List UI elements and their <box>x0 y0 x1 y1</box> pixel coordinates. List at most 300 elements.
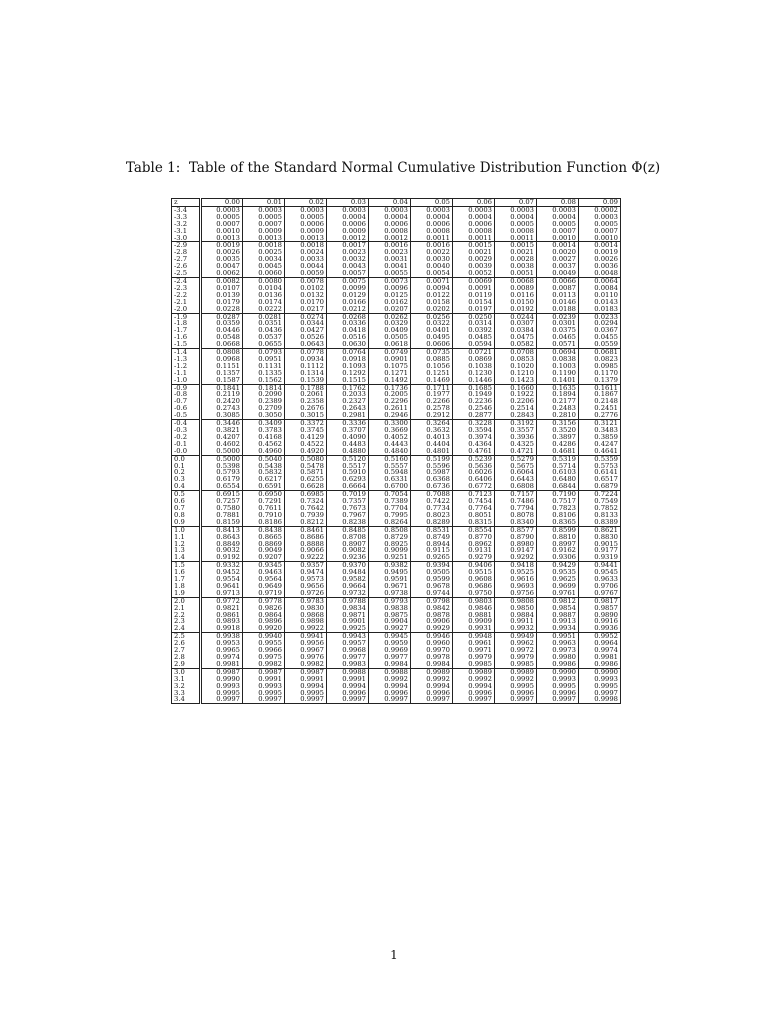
probability-cell: 0.9993 <box>579 676 621 683</box>
probability-cell: 0.7224 <box>579 491 621 498</box>
probability-cell: 0.4840 <box>369 448 411 455</box>
probability-cell: 0.9966 <box>243 647 285 654</box>
z-value-cell: 0.8 <box>172 512 201 519</box>
probability-cell: 0.1230 <box>453 370 495 377</box>
probability-cell: 0.0048 <box>579 270 621 277</box>
probability-cell: 0.6293 <box>327 476 369 483</box>
probability-cell: 0.0082 <box>216 277 240 285</box>
probability-cell: 0.0901 <box>369 356 411 363</box>
probability-cell: 0.0005 <box>216 213 240 221</box>
probability-cell: 0.9901 <box>327 618 369 625</box>
probability-cell: 0.0113 <box>537 292 579 299</box>
z-value-cell: -2.1 <box>172 299 201 306</box>
probability-cell: 0.9953 <box>216 640 240 648</box>
probability-cell: 0.0475 <box>495 334 537 341</box>
probability-cell: 0.9997 <box>327 696 369 703</box>
z-value-cell: -0.1 <box>172 441 201 448</box>
probability-cell: 0.0008 <box>495 228 537 235</box>
probability-cell: 0.9236 <box>327 554 369 561</box>
probability-cell: 0.0104 <box>243 285 285 292</box>
probability-cell: 0.9938 <box>216 632 240 641</box>
probability-cell: 0.7881 <box>216 511 240 519</box>
probability-cell: 0.0084 <box>579 285 621 292</box>
probability-cell: 0.8643 <box>216 533 240 541</box>
probability-cell: 0.9996 <box>537 690 579 697</box>
probability-cell: 0.0027 <box>537 256 579 263</box>
table-row <box>172 590 621 597</box>
probability-cell: 0.9049 <box>243 547 285 554</box>
z-value-cell: 3.2 <box>172 683 201 690</box>
probability-cell: 0.7389 <box>369 498 411 505</box>
probability-cell: 0.9980 <box>537 654 579 661</box>
probability-cell: 0.0170 <box>285 299 327 306</box>
probability-cell: 0.9995 <box>216 689 240 697</box>
table-row <box>172 320 621 327</box>
probability-cell: 0.9957 <box>327 640 369 647</box>
probability-cell: 0.3050 <box>243 412 285 419</box>
probability-cell: 0.0384 <box>495 327 537 334</box>
probability-cell: 0.2005 <box>369 391 411 398</box>
header-row <box>172 199 621 207</box>
probability-cell: 0.9750 <box>453 590 495 597</box>
table-row <box>172 463 621 470</box>
probability-cell: 0.0010 <box>579 235 621 242</box>
probability-cell: 0.0150 <box>495 299 537 306</box>
probability-cell: 0.8340 <box>495 519 537 526</box>
probability-cell: 0.0009 <box>327 228 369 235</box>
probability-cell: 0.6064 <box>495 469 537 476</box>
table-row <box>172 228 621 235</box>
probability-cell: 0.6664 <box>327 483 369 490</box>
probability-cell: 0.1894 <box>537 391 579 398</box>
probability-cell: 0.8554 <box>453 526 495 533</box>
probability-cell: 0.3859 <box>579 434 621 441</box>
table-row <box>172 491 621 498</box>
probability-cell: 0.9925 <box>327 625 369 632</box>
probability-cell: 0.2206 <box>495 398 537 405</box>
table-row <box>172 270 621 277</box>
probability-cell: 0.1357 <box>216 369 240 377</box>
probability-cell: 0.9678 <box>411 583 453 590</box>
probability-cell: 0.6950 <box>243 491 285 498</box>
probability-cell: 0.9554 <box>216 576 240 583</box>
probability-cell: 0.8849 <box>216 540 240 548</box>
probability-cell: 0.0003 <box>285 206 327 213</box>
table-row <box>172 469 621 476</box>
probability-cell: 0.9946 <box>411 633 453 640</box>
probability-cell: 0.1251 <box>411 370 453 377</box>
z-value-cell: 3.1 <box>172 676 201 683</box>
z-value-cell: 1.7 <box>172 576 201 583</box>
probability-cell: 0.0351 <box>243 320 285 327</box>
probability-cell: 0.0107 <box>216 284 240 292</box>
probability-cell: 0.1635 <box>537 384 579 391</box>
probability-cell: 0.8830 <box>579 534 621 541</box>
probability-cell: 0.0009 <box>243 228 285 235</box>
probability-cell: 0.6103 <box>537 469 579 476</box>
probability-cell: 0.0008 <box>453 228 495 235</box>
probability-cell: 0.0011 <box>411 235 453 242</box>
probability-cell: 0.0793 <box>243 349 285 356</box>
probability-cell: 0.9484 <box>327 569 369 576</box>
probability-cell: 0.9965 <box>216 647 240 654</box>
probability-cell: 0.9842 <box>411 605 453 612</box>
probability-cell: 0.9495 <box>369 569 411 576</box>
probability-cell: 0.7642 <box>285 505 327 512</box>
probability-cell: 0.3372 <box>285 420 327 427</box>
probability-cell: 0.0020 <box>537 249 579 256</box>
z-value-cell: -1.1 <box>172 370 201 377</box>
probability-cell: 0.8238 <box>327 519 369 526</box>
probability-cell: 0.9994 <box>285 683 327 690</box>
probability-cell: 0.0003 <box>327 206 369 213</box>
probability-cell: 0.9931 <box>453 625 495 632</box>
probability-cell: 0.0222 <box>243 306 285 313</box>
probability-cell: 0.9846 <box>453 605 495 612</box>
probability-cell: 0.6517 <box>579 476 621 483</box>
z-value-cell: 2.8 <box>172 654 201 661</box>
probability-cell: 0.2843 <box>495 412 537 419</box>
probability-cell: 0.0051 <box>495 270 537 277</box>
probability-cell: 0.9162 <box>537 547 579 554</box>
probability-cell: 0.9788 <box>327 597 369 604</box>
probability-cell: 0.0735 <box>411 349 453 356</box>
probability-cell: 0.9995 <box>579 683 621 690</box>
probability-cell: 0.9988 <box>327 668 369 675</box>
probability-cell: 0.9968 <box>327 647 369 654</box>
probability-cell: 0.9778 <box>243 597 285 604</box>
probability-cell: 0.9177 <box>579 547 621 554</box>
probability-cell: 0.9115 <box>411 547 453 554</box>
z-value-cell: -2.8 <box>172 249 201 256</box>
probability-cell: 0.9977 <box>369 654 411 661</box>
probability-cell: 0.3446 <box>216 419 240 427</box>
probability-cell: 0.7995 <box>369 512 411 519</box>
probability-cell: 0.7088 <box>411 491 453 498</box>
z-value-cell: 2.0 <box>172 597 201 604</box>
probability-cell: 0.0010 <box>216 227 240 235</box>
probability-cell: 0.1762 <box>327 384 369 391</box>
table-row <box>172 398 621 405</box>
probability-cell: 0.0004 <box>369 214 411 221</box>
probability-cell: 0.8186 <box>243 519 285 526</box>
probability-cell: 0.8531 <box>411 526 453 533</box>
probability-cell: 0.5987 <box>411 469 453 476</box>
z-value-cell: 0.1 <box>172 463 201 470</box>
probability-cell: 0.9357 <box>285 562 327 569</box>
table-row <box>172 476 621 483</box>
probability-cell: 0.0006 <box>411 221 453 228</box>
probability-cell: 0.2743 <box>216 405 240 413</box>
probability-cell: 0.0250 <box>453 313 495 320</box>
probability-cell: 0.9964 <box>579 640 621 647</box>
probability-cell: 0.0006 <box>369 221 411 228</box>
probability-cell: 0.0359 <box>216 320 240 328</box>
probability-cell: 0.0516 <box>327 334 369 341</box>
probability-cell: 0.9394 <box>411 562 453 569</box>
probability-cell: 0.0885 <box>411 356 453 363</box>
probability-cell: 0.0322 <box>411 320 453 327</box>
probability-cell: 0.2327 <box>327 398 369 405</box>
probability-cell: 0.0002 <box>579 206 621 213</box>
probability-cell: 0.0005 <box>243 214 285 221</box>
z-value-cell: -3.4 <box>172 206 201 213</box>
z-value-cell: -1.3 <box>172 356 201 363</box>
probability-cell: 0.2266 <box>411 398 453 405</box>
probability-cell: 0.0281 <box>243 313 285 320</box>
table-row <box>172 221 621 228</box>
table-row <box>172 313 621 320</box>
probability-cell: 0.8413 <box>216 526 240 534</box>
probability-cell: 0.9997 <box>411 696 453 703</box>
probability-cell: 0.6808 <box>495 483 537 490</box>
z-value-cell: -0.9 <box>172 384 201 391</box>
probability-cell: 0.0025 <box>243 249 285 256</box>
normal-cdf-table <box>171 198 621 704</box>
probability-cell: 0.5199 <box>411 455 453 462</box>
probability-cell: 0.9936 <box>579 625 621 632</box>
probability-cell: 0.9997 <box>537 696 579 703</box>
probability-cell: 0.0006 <box>285 221 327 228</box>
probability-cell: 0.0401 <box>411 327 453 334</box>
probability-cell: 0.0212 <box>327 306 369 313</box>
probability-cell: 0.0158 <box>411 299 453 306</box>
probability-cell: 0.9948 <box>453 633 495 640</box>
probability-cell: 0.9904 <box>369 618 411 625</box>
probability-cell: 0.9985 <box>495 661 537 668</box>
probability-cell: 0.9982 <box>285 661 327 668</box>
probability-cell: 0.2148 <box>579 398 621 405</box>
probability-cell: 0.0455 <box>579 334 621 341</box>
probability-cell: 0.1867 <box>579 391 621 398</box>
probability-cell: 0.9992 <box>369 676 411 683</box>
probability-cell: 0.6700 <box>369 483 411 490</box>
probability-cell: 0.6368 <box>411 476 453 483</box>
probability-cell: 0.4090 <box>327 434 369 441</box>
probability-cell: 0.0618 <box>369 341 411 348</box>
probability-cell: 0.7939 <box>285 512 327 519</box>
probability-cell: 0.8485 <box>327 526 369 533</box>
probability-cell: 0.9649 <box>243 583 285 590</box>
probability-cell: 0.0043 <box>327 263 369 270</box>
probability-cell: 0.0062 <box>201 270 243 277</box>
probability-cell: 0.9997 <box>453 696 495 703</box>
probability-cell: 0.3974 <box>453 434 495 441</box>
probability-cell: 0.9535 <box>537 569 579 576</box>
probability-cell: 0.0013 <box>243 235 285 242</box>
probability-cell: 0.7291 <box>243 498 285 505</box>
probability-cell: 0.6879 <box>579 483 621 490</box>
probability-cell: 0.5596 <box>411 463 453 470</box>
probability-cell: 0.0188 <box>537 306 579 313</box>
z-value-cell: -0.3 <box>172 427 201 434</box>
probability-cell: 0.9995 <box>285 690 327 697</box>
z-value-cell: -0.0 <box>172 448 201 455</box>
probability-cell: 0.9970 <box>411 647 453 654</box>
probability-cell: 0.9945 <box>369 633 411 640</box>
probability-cell: 0.0162 <box>369 299 411 306</box>
probability-cell: 0.0003 <box>216 206 240 214</box>
probability-cell: 0.9960 <box>411 640 453 647</box>
z-value-cell: -3.1 <box>172 228 201 235</box>
probability-cell: 0.0041 <box>369 263 411 270</box>
probability-cell: 0.1977 <box>411 391 453 398</box>
probability-cell: 0.9996 <box>453 690 495 697</box>
probability-cell: 0.1841 <box>216 384 240 392</box>
table-row <box>172 292 621 299</box>
probability-cell: 0.0808 <box>216 348 240 356</box>
z-value-cell: 1.0 <box>172 526 201 533</box>
probability-cell: 0.0032 <box>327 256 369 263</box>
table-row <box>172 633 621 640</box>
probability-cell: 0.7764 <box>453 505 495 512</box>
z-value-cell: 3.4 <box>172 696 201 703</box>
probability-cell: 0.0073 <box>369 277 411 284</box>
probability-cell: 0.0089 <box>495 285 537 292</box>
probability-cell: 0.9633 <box>579 576 621 583</box>
table-row <box>172 512 621 519</box>
probability-cell: 0.0007 <box>537 228 579 235</box>
table-row <box>172 647 621 654</box>
probability-cell: 0.4801 <box>411 448 453 455</box>
probability-cell: 0.0643 <box>285 341 327 348</box>
probability-cell: 0.0010 <box>537 235 579 242</box>
probability-cell: 0.2236 <box>453 398 495 405</box>
table-row <box>172 583 621 590</box>
probability-cell: 0.7734 <box>411 505 453 512</box>
probability-cell: 0.0329 <box>369 320 411 327</box>
probability-cell: 0.9893 <box>216 618 240 626</box>
z-value-cell: 3.0 <box>172 668 201 675</box>
z-value-cell: -0.5 <box>172 412 201 419</box>
probability-cell: 0.2877 <box>453 412 495 419</box>
probability-cell: 0.0559 <box>579 341 621 348</box>
probability-cell: 0.1093 <box>327 363 369 370</box>
probability-cell: 0.0054 <box>411 270 453 277</box>
table-row <box>172 242 621 249</box>
probability-cell: 0.9251 <box>369 554 411 561</box>
probability-cell: 0.0116 <box>495 292 537 299</box>
table-row <box>172 625 621 632</box>
probability-cell: 0.7611 <box>243 505 285 512</box>
probability-cell: 0.0375 <box>537 327 579 334</box>
probability-cell: 0.0336 <box>327 320 369 327</box>
probability-cell: 0.0119 <box>453 292 495 299</box>
probability-cell: 0.1711 <box>411 384 453 391</box>
probability-cell: 0.0026 <box>579 256 621 263</box>
probability-cell: 0.7324 <box>285 498 327 505</box>
probability-cell: 0.3336 <box>327 420 369 427</box>
table-row <box>172 349 621 356</box>
probability-cell: 0.0244 <box>495 313 537 320</box>
probability-cell: 0.6628 <box>285 483 327 490</box>
probability-cell: 0.1151 <box>216 362 240 370</box>
probability-cell: 0.2033 <box>327 391 369 398</box>
probability-cell: 0.9994 <box>369 683 411 690</box>
probability-cell: 0.4404 <box>411 441 453 448</box>
probability-cell: 0.0024 <box>285 249 327 256</box>
probability-cell: 0.0060 <box>243 270 285 277</box>
probability-cell: 0.9951 <box>537 633 579 640</box>
probability-cell: 0.0028 <box>495 256 537 263</box>
probability-cell: 0.8770 <box>453 534 495 541</box>
probability-cell: 0.9916 <box>579 618 621 625</box>
probability-cell: 0.0008 <box>411 228 453 235</box>
probability-cell: 0.0968 <box>216 355 240 363</box>
probability-cell: 0.6480 <box>537 476 579 483</box>
probability-cell: 0.5120 <box>327 455 369 462</box>
probability-cell: 0.8106 <box>537 512 579 519</box>
probability-cell: 0.0005 <box>285 214 327 221</box>
probability-cell: 0.0031 <box>369 256 411 263</box>
z-value-cell: -1.6 <box>172 334 201 341</box>
probability-cell: 0.0154 <box>453 299 495 306</box>
probability-cell: 0.0505 <box>369 334 411 341</box>
probability-cell: 0.0446 <box>216 327 240 335</box>
probability-cell: 0.5793 <box>216 469 240 477</box>
probability-cell: 0.9973 <box>537 647 579 654</box>
probability-cell: 0.9616 <box>495 576 537 583</box>
probability-cell: 0.0192 <box>495 306 537 313</box>
probability-cell: 0.9370 <box>327 562 369 569</box>
probability-cell: 0.9987 <box>243 668 285 675</box>
header-cell: 0.02 <box>285 199 327 207</box>
probability-cell: 0.0166 <box>327 299 369 306</box>
probability-cell: 0.8790 <box>495 534 537 541</box>
probability-cell: 0.0013 <box>285 235 327 242</box>
probability-cell: 0.5000 <box>201 448 243 455</box>
probability-cell: 0.6736 <box>411 483 453 490</box>
probability-cell: 0.0951 <box>243 356 285 363</box>
probability-cell: 0.9890 <box>579 612 621 619</box>
probability-cell: 0.8708 <box>327 534 369 541</box>
probability-cell: 0.9896 <box>243 618 285 625</box>
probability-cell: 0.9406 <box>453 562 495 569</box>
table-row <box>172 384 621 391</box>
probability-cell: 0.9664 <box>327 583 369 590</box>
probability-cell: 0.9979 <box>495 654 537 661</box>
z-value-cell: -0.4 <box>172 420 201 427</box>
probability-cell: 0.2946 <box>369 412 411 419</box>
probability-cell: 0.9732 <box>327 590 369 597</box>
probability-cell: 0.9452 <box>216 569 240 577</box>
probability-cell: 0.0344 <box>285 320 327 327</box>
probability-cell: 0.0004 <box>453 214 495 221</box>
probability-cell: 0.9969 <box>369 647 411 654</box>
table-body <box>172 206 621 703</box>
probability-cell: 0.7454 <box>453 498 495 505</box>
table-row <box>172 569 621 576</box>
probability-cell: 0.0011 <box>453 235 495 242</box>
probability-cell: 0.9306 <box>537 554 579 561</box>
probability-cell: 0.0011 <box>495 235 537 242</box>
probability-cell: 0.0033 <box>285 256 327 263</box>
probability-cell: 0.1539 <box>285 377 327 384</box>
probability-cell: 0.9706 <box>579 583 621 590</box>
probability-cell: 0.0764 <box>327 349 369 356</box>
probability-cell: 0.0069 <box>453 277 495 284</box>
z-value-cell: -2.7 <box>172 256 201 263</box>
z-value-cell: 2.1 <box>172 605 201 612</box>
probability-cell: 0.9963 <box>537 640 579 647</box>
probability-cell: 0.5948 <box>369 469 411 476</box>
probability-cell: 0.3192 <box>495 420 537 427</box>
probability-cell: 0.9992 <box>495 676 537 683</box>
probability-cell: 0.0183 <box>579 306 621 313</box>
probability-cell: 0.2090 <box>243 391 285 398</box>
probability-cell: 0.0582 <box>495 341 537 348</box>
probability-cell: 0.3264 <box>411 420 453 427</box>
